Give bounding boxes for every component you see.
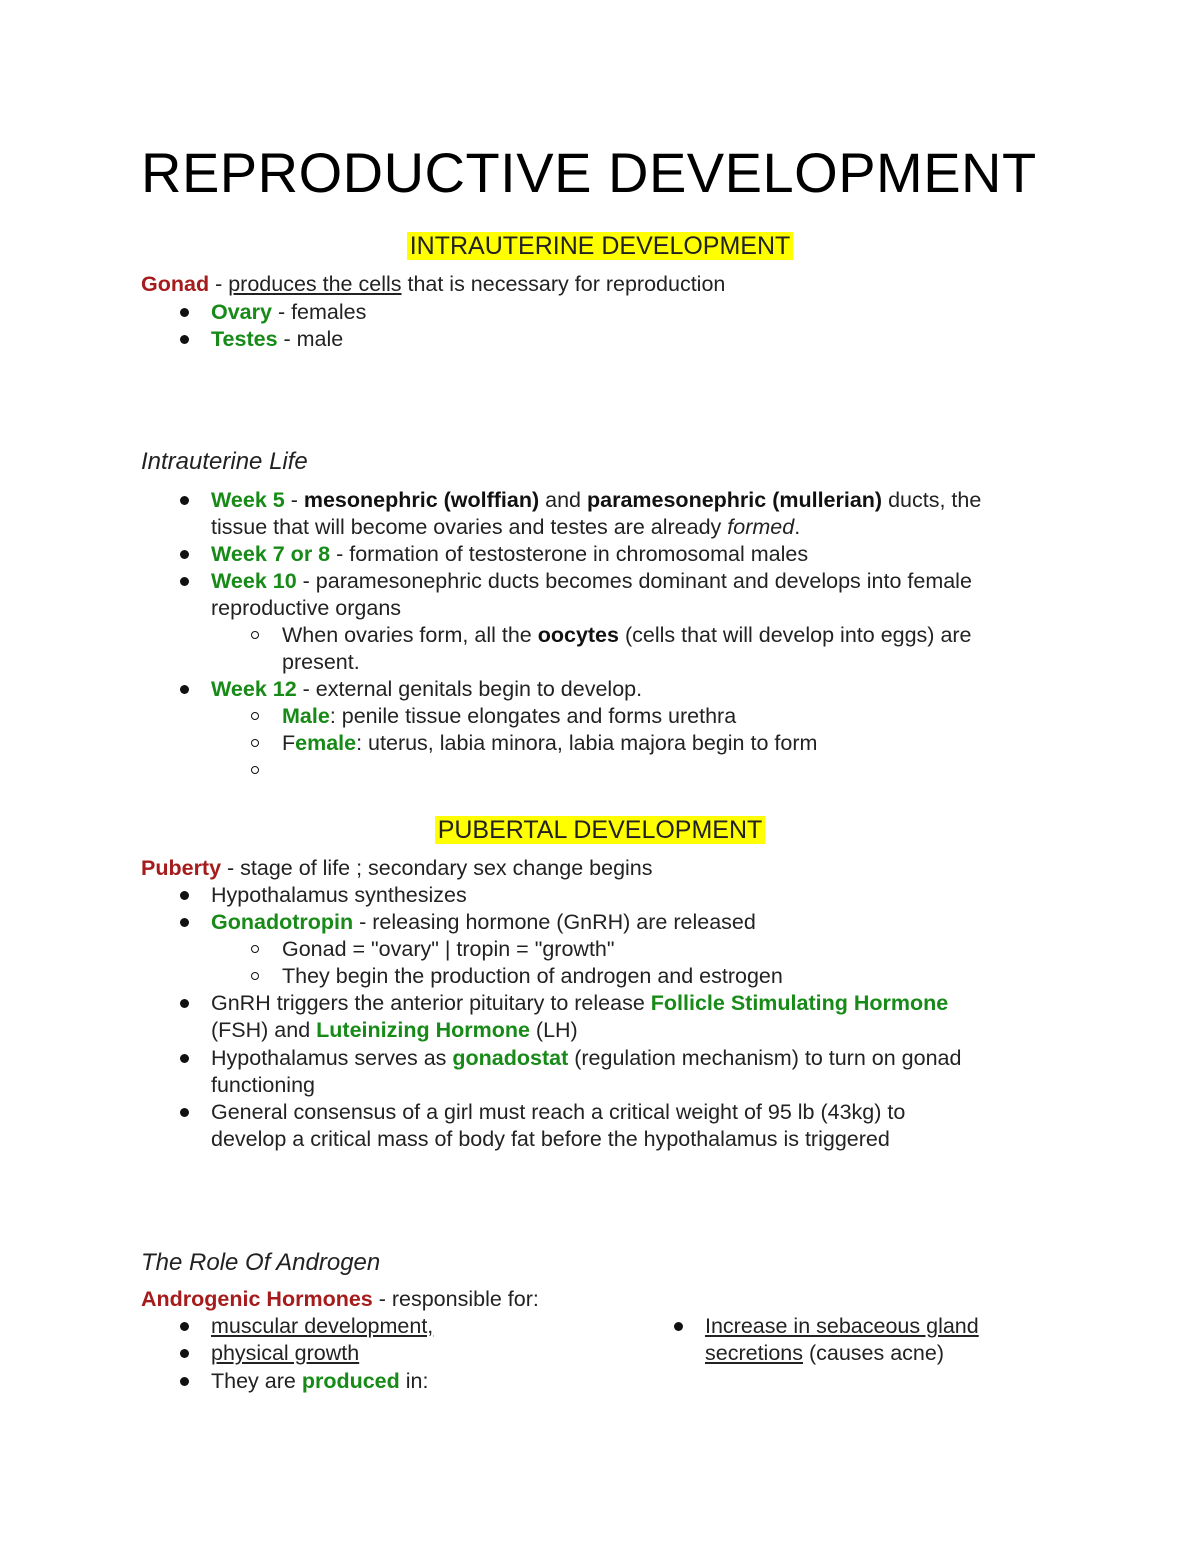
list-item-sebaceous: Increase in sebaceous gland <box>705 1314 979 1338</box>
list-item-oocytes-cont: present. <box>282 650 360 674</box>
subheading-role-of-androgen: The Role Of Androgen <box>141 1249 381 1276</box>
sub-bullet-icon <box>251 766 259 774</box>
sub-bullet-icon <box>251 972 259 980</box>
list-item-gonadostat: Hypothalamus serves as gonadostat (regulation mechanism) to turn on gonad <box>211 1046 962 1070</box>
list-item-week10: Week 10 - paramesonephric ducts becomes dominant and develops into female <box>211 569 972 593</box>
bullet-icon <box>180 1322 189 1331</box>
bullet-icon <box>180 1377 189 1386</box>
list-item-muscular: muscular development, <box>211 1314 434 1338</box>
bullet-icon <box>180 999 189 1008</box>
bullet-icon <box>180 891 189 900</box>
list-item-testes: Testes - male <box>211 327 344 351</box>
highlighted-heading: INTRAUTERINE DEVELOPMENT <box>407 232 794 260</box>
bullet-icon <box>674 1322 683 1331</box>
list-item-hypothalamus: Hypothalamus synthesizes <box>211 883 467 907</box>
list-item-gnrh-triggers-cont: (FSH) and Luteinizing Hormone (LH) <box>211 1018 578 1042</box>
section-heading-intrauterine <box>0 230 1200 263</box>
bullet-icon <box>180 550 189 559</box>
bullet-icon <box>180 335 189 344</box>
list-item-week5-cont: tissue that will become ovaries and testes are already formed. <box>211 515 801 539</box>
list-item-week7: Week 7 or 8 - formation of testosterone in chromosomal males <box>211 542 809 566</box>
bullet-icon <box>180 1054 189 1063</box>
list-item-male: Male: penile tissue elongates and forms urethra <box>282 704 737 728</box>
sub-bullet-icon <box>251 945 259 953</box>
bullet-icon <box>180 308 189 317</box>
bullet-icon <box>180 918 189 927</box>
list-item-gonadostat-cont: functioning <box>211 1073 315 1097</box>
list-item-ovary: Ovary - females <box>211 300 367 324</box>
gonad-definition: Gonad - produces the cells that is necessary for reproduction <box>141 272 726 296</box>
page-title: REPRODUCTIVE DEVELOPMENT <box>141 141 1037 204</box>
list-item-sebaceous-cont: secretions (causes acne) <box>705 1341 945 1365</box>
list-item-physical: physical growth <box>211 1341 360 1365</box>
list-item-produced: They are produced in: <box>211 1369 429 1393</box>
list-item-week12: Week 12 - external genitals begin to develop. <box>211 677 643 701</box>
bullet-icon <box>180 496 189 505</box>
list-item-production: They begin the production of androgen and estrogen <box>282 964 783 988</box>
list-item-week10-cont: reproductive organs <box>211 596 402 620</box>
list-item-oocytes: When ovaries form, all the oocytes (cells that will develop into eggs) are <box>282 623 972 647</box>
list-item-consensus: General consensus of a girl must reach a critical weight of 95 lb (43kg) to <box>211 1100 906 1124</box>
bullet-icon <box>180 1108 189 1117</box>
section-heading-pubertal <box>0 814 1200 847</box>
puberty-definition: Puberty - stage of life ; secondary sex change begins <box>141 856 653 880</box>
list-item-consensus-cont: develop a critical mass of body fat before the hypothalamus is triggered <box>211 1127 890 1151</box>
bullet-icon <box>180 685 189 694</box>
list-item-female: Female: uterus, labia minora, labia majora begin to form <box>282 731 818 755</box>
sub-bullet-icon <box>251 631 259 639</box>
androgenic-hormones-definition: Androgenic Hormones - responsible for: <box>141 1287 539 1311</box>
bullet-icon <box>180 1349 189 1358</box>
subheading-intrauterine-life: Intrauterine Life <box>141 448 308 475</box>
bullet-icon <box>180 577 189 586</box>
list-item-gonadotropin: Gonadotropin - releasing hormone (GnRH) are released <box>211 910 756 934</box>
list-item-week5: Week 5 - mesonephric (wolffian) and paramesonephric (mullerian) ducts, the <box>211 488 982 512</box>
sub-bullet-icon <box>251 712 259 720</box>
sub-bullet-icon <box>251 739 259 747</box>
list-item-gnrh-triggers: GnRH triggers the anterior pituitary to release Follicle Stimulating Hormone <box>211 991 949 1015</box>
highlighted-heading: PUBERTAL DEVELOPMENT <box>435 816 766 844</box>
list-item-gonad-def: Gonad = "ovary" | tropin = "growth" <box>282 937 615 961</box>
